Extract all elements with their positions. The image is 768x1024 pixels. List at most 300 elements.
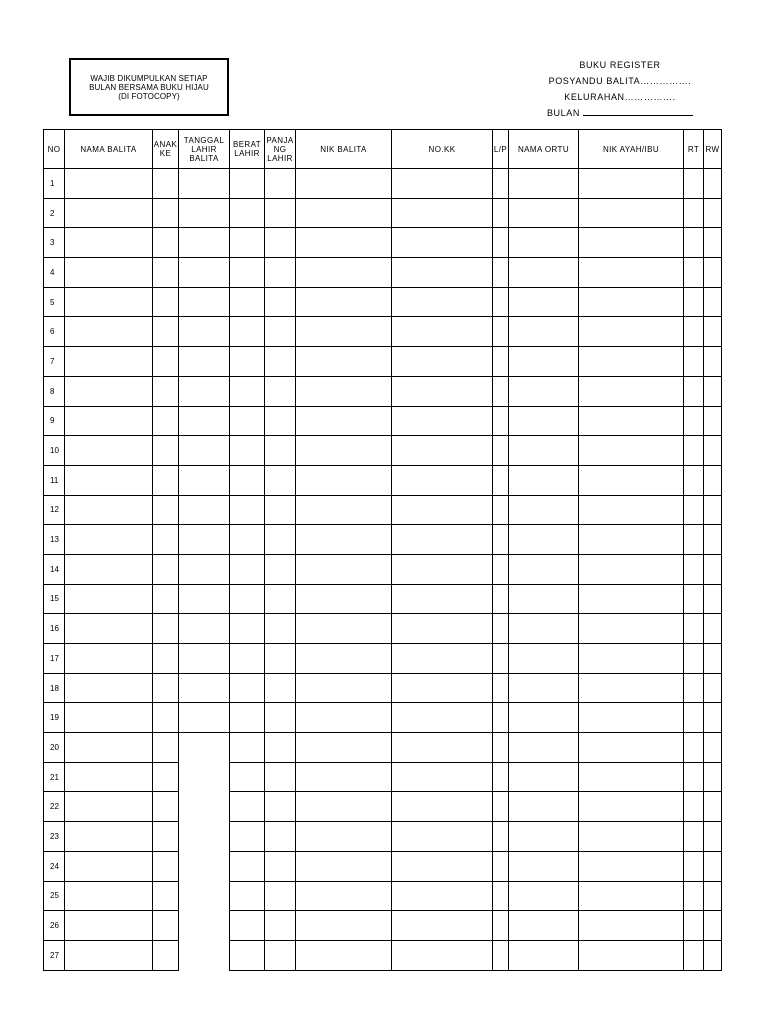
col-lp-cell[interactable] (493, 792, 509, 822)
col-rw-cell[interactable] (704, 495, 722, 525)
col-lp-cell[interactable] (493, 228, 509, 258)
col-anak-ke-cell[interactable] (153, 911, 179, 941)
col-rw-cell[interactable] (704, 644, 722, 674)
col-rt-cell[interactable] (684, 644, 704, 674)
col-nama-balita-cell[interactable] (65, 822, 153, 852)
col-nama-balita-cell[interactable] (65, 673, 153, 703)
col-anak-ke-cell[interactable] (153, 644, 179, 674)
col-no-kk-cell[interactable] (392, 376, 493, 406)
col-nama-ortu-cell[interactable] (509, 762, 579, 792)
col-panjang-lahir-cell[interactable] (265, 317, 296, 347)
col-nama-ortu-cell[interactable] (509, 940, 579, 970)
col-berat-lahir-cell[interactable] (230, 317, 265, 347)
col-nama-ortu-cell[interactable] (509, 584, 579, 614)
col-no-kk-cell[interactable] (392, 911, 493, 941)
col-nama-ortu-cell[interactable] (509, 317, 579, 347)
col-lp-cell[interactable] (493, 258, 509, 288)
col-nama-ortu-cell[interactable] (509, 198, 579, 228)
col-berat-lahir-cell[interactable] (230, 258, 265, 288)
col-no-kk-cell[interactable] (392, 406, 493, 436)
col-berat-lahir-cell[interactable] (230, 644, 265, 674)
col-rw-cell[interactable] (704, 614, 722, 644)
col-lp-cell[interactable] (493, 465, 509, 495)
col-nik-balita-cell[interactable] (296, 376, 392, 406)
col-tanggal-lahir-cell[interactable] (179, 584, 230, 614)
col-nik-balita-cell[interactable] (296, 495, 392, 525)
col-nik-balita-cell[interactable] (296, 792, 392, 822)
col-lp-cell[interactable] (493, 584, 509, 614)
col-berat-lahir-cell[interactable] (230, 673, 265, 703)
col-lp-cell[interactable] (493, 851, 509, 881)
col-rw-cell[interactable] (704, 317, 722, 347)
col-no-kk-cell[interactable] (392, 317, 493, 347)
col-berat-lahir-cell[interactable] (230, 703, 265, 733)
col-lp-cell[interactable] (493, 673, 509, 703)
col-nik-ayah-ibu-cell[interactable] (579, 881, 684, 911)
col-nik-balita-cell[interactable] (296, 584, 392, 614)
col-nik-ayah-ibu-cell[interactable] (579, 822, 684, 852)
col-rw-cell[interactable] (704, 851, 722, 881)
col-no-kk-cell[interactable] (392, 792, 493, 822)
col-anak-ke-cell[interactable] (153, 465, 179, 495)
col-rt-cell[interactable] (684, 881, 704, 911)
col-rt-cell[interactable] (684, 525, 704, 555)
col-rw-cell[interactable] (704, 703, 722, 733)
col-anak-ke-cell[interactable] (153, 881, 179, 911)
col-rt-cell[interactable] (684, 436, 704, 466)
col-rw-cell[interactable] (704, 881, 722, 911)
col-nik-balita-cell[interactable] (296, 347, 392, 377)
col-lp-cell[interactable] (493, 406, 509, 436)
col-nik-ayah-ibu-cell[interactable] (579, 406, 684, 436)
col-rt-cell[interactable] (684, 940, 704, 970)
col-berat-lahir-cell[interactable] (230, 614, 265, 644)
col-rw-cell[interactable] (704, 940, 722, 970)
col-lp-cell[interactable] (493, 644, 509, 674)
col-nama-ortu-cell[interactable] (509, 851, 579, 881)
col-tanggal-lahir-cell[interactable] (179, 644, 230, 674)
col-rw-cell[interactable] (704, 465, 722, 495)
col-nama-ortu-cell[interactable] (509, 525, 579, 555)
col-anak-ke-cell[interactable] (153, 703, 179, 733)
col-nik-ayah-ibu-cell[interactable] (579, 347, 684, 377)
col-nik-balita-cell[interactable] (296, 436, 392, 466)
col-rt-cell[interactable] (684, 347, 704, 377)
col-tanggal-lahir-cell[interactable] (179, 703, 230, 733)
col-nama-balita-cell[interactable] (65, 614, 153, 644)
col-nik-ayah-ibu-cell[interactable] (579, 495, 684, 525)
col-lp-cell[interactable] (493, 287, 509, 317)
col-nik-balita-cell[interactable] (296, 465, 392, 495)
col-berat-lahir-cell[interactable] (230, 940, 265, 970)
col-anak-ke-cell[interactable] (153, 495, 179, 525)
col-lp-cell[interactable] (493, 525, 509, 555)
col-nama-balita-cell[interactable] (65, 525, 153, 555)
col-nik-balita-cell[interactable] (296, 614, 392, 644)
col-panjang-lahir-cell[interactable] (265, 673, 296, 703)
col-tanggal-lahir-cell[interactable] (179, 198, 230, 228)
col-lp-cell[interactable] (493, 495, 509, 525)
col-panjang-lahir-cell[interactable] (265, 406, 296, 436)
col-nama-ortu-cell[interactable] (509, 911, 579, 941)
col-tanggal-lahir-cell[interactable] (179, 554, 230, 584)
col-berat-lahir-cell[interactable] (230, 733, 265, 763)
col-lp-cell[interactable] (493, 614, 509, 644)
col-lp-cell[interactable] (493, 762, 509, 792)
col-nama-balita-cell[interactable] (65, 881, 153, 911)
col-nama-balita-cell[interactable] (65, 198, 153, 228)
col-nama-balita-cell[interactable] (65, 762, 153, 792)
col-nama-balita-cell[interactable] (65, 911, 153, 941)
col-nik-balita-cell[interactable] (296, 762, 392, 792)
col-rt-cell[interactable] (684, 495, 704, 525)
col-panjang-lahir-cell[interactable] (265, 733, 296, 763)
col-nama-balita-cell[interactable] (65, 169, 153, 199)
col-nama-balita-cell[interactable] (65, 940, 153, 970)
col-rw-cell[interactable] (704, 525, 722, 555)
col-no-kk-cell[interactable] (392, 881, 493, 911)
col-nik-balita-cell[interactable] (296, 406, 392, 436)
col-panjang-lahir-cell[interactable] (265, 584, 296, 614)
col-rw-cell[interactable] (704, 376, 722, 406)
col-panjang-lahir-cell[interactable] (265, 436, 296, 466)
col-tanggal-lahir-cell[interactable] (179, 614, 230, 644)
col-no-kk-cell[interactable] (392, 198, 493, 228)
col-nik-ayah-ibu-cell[interactable] (579, 673, 684, 703)
col-no-kk-cell[interactable] (392, 733, 493, 763)
col-rt-cell[interactable] (684, 822, 704, 852)
col-berat-lahir-cell[interactable] (230, 851, 265, 881)
col-lp-cell[interactable] (493, 822, 509, 852)
col-nama-ortu-cell[interactable] (509, 881, 579, 911)
col-nama-ortu-cell[interactable] (509, 644, 579, 674)
col-rt-cell[interactable] (684, 703, 704, 733)
col-panjang-lahir-cell[interactable] (265, 911, 296, 941)
col-nik-ayah-ibu-cell[interactable] (579, 644, 684, 674)
col-nama-ortu-cell[interactable] (509, 495, 579, 525)
col-nama-balita-cell[interactable] (65, 347, 153, 377)
col-berat-lahir-cell[interactable] (230, 792, 265, 822)
col-nama-balita-cell[interactable] (65, 644, 153, 674)
col-nik-balita-cell[interactable] (296, 733, 392, 763)
col-nik-ayah-ibu-cell[interactable] (579, 317, 684, 347)
col-rw-cell[interactable] (704, 673, 722, 703)
col-anak-ke-cell[interactable] (153, 525, 179, 555)
col-no-kk-cell[interactable] (392, 465, 493, 495)
col-nik-balita-cell[interactable] (296, 198, 392, 228)
col-no-kk-cell[interactable] (392, 287, 493, 317)
col-nik-balita-cell[interactable] (296, 258, 392, 288)
col-nama-ortu-cell[interactable] (509, 287, 579, 317)
col-tanggal-lahir-cell[interactable] (179, 228, 230, 258)
col-nik-balita-cell[interactable] (296, 525, 392, 555)
col-panjang-lahir-cell[interactable] (265, 465, 296, 495)
col-nik-ayah-ibu-cell[interactable] (579, 940, 684, 970)
col-berat-lahir-cell[interactable] (230, 525, 265, 555)
col-berat-lahir-cell[interactable] (230, 762, 265, 792)
col-no-kk-cell[interactable] (392, 703, 493, 733)
col-nama-ortu-cell[interactable] (509, 436, 579, 466)
col-rt-cell[interactable] (684, 198, 704, 228)
col-no-kk-cell[interactable] (392, 495, 493, 525)
col-lp-cell[interactable] (493, 940, 509, 970)
col-berat-lahir-cell[interactable] (230, 911, 265, 941)
col-rt-cell[interactable] (684, 228, 704, 258)
col-nama-balita-cell[interactable] (65, 406, 153, 436)
col-anak-ke-cell[interactable] (153, 584, 179, 614)
col-panjang-lahir-cell[interactable] (265, 525, 296, 555)
col-panjang-lahir-cell[interactable] (265, 287, 296, 317)
col-nik-ayah-ibu-cell[interactable] (579, 287, 684, 317)
col-rw-cell[interactable] (704, 762, 722, 792)
col-nama-balita-cell[interactable] (65, 465, 153, 495)
col-rt-cell[interactable] (684, 673, 704, 703)
col-nama-balita-cell[interactable] (65, 228, 153, 258)
col-nama-ortu-cell[interactable] (509, 673, 579, 703)
col-rt-cell[interactable] (684, 911, 704, 941)
col-nik-ayah-ibu-cell[interactable] (579, 465, 684, 495)
col-nik-balita-cell[interactable] (296, 317, 392, 347)
col-tanggal-lahir-cell[interactable] (179, 673, 230, 703)
col-berat-lahir-cell[interactable] (230, 169, 265, 199)
col-rt-cell[interactable] (684, 614, 704, 644)
col-panjang-lahir-cell[interactable] (265, 644, 296, 674)
col-rt-cell[interactable] (684, 287, 704, 317)
col-tanggal-lahir-cell[interactable] (179, 258, 230, 288)
col-berat-lahir-cell[interactable] (230, 554, 265, 584)
col-lp-cell[interactable] (493, 554, 509, 584)
col-panjang-lahir-cell[interactable] (265, 792, 296, 822)
col-rw-cell[interactable] (704, 169, 722, 199)
col-lp-cell[interactable] (493, 317, 509, 347)
col-panjang-lahir-cell[interactable] (265, 169, 296, 199)
col-rw-cell[interactable] (704, 436, 722, 466)
col-tanggal-lahir-cell[interactable] (179, 169, 230, 199)
col-lp-cell[interactable] (493, 911, 509, 941)
col-nik-balita-cell[interactable] (296, 673, 392, 703)
col-panjang-lahir-cell[interactable] (265, 198, 296, 228)
col-berat-lahir-cell[interactable] (230, 287, 265, 317)
col-nik-ayah-ibu-cell[interactable] (579, 258, 684, 288)
col-nama-ortu-cell[interactable] (509, 733, 579, 763)
col-nama-ortu-cell[interactable] (509, 376, 579, 406)
col-panjang-lahir-cell[interactable] (265, 495, 296, 525)
col-panjang-lahir-cell[interactable] (265, 228, 296, 258)
col-berat-lahir-cell[interactable] (230, 347, 265, 377)
col-rt-cell[interactable] (684, 584, 704, 614)
col-nik-balita-cell[interactable] (296, 644, 392, 674)
col-nik-balita-cell[interactable] (296, 703, 392, 733)
col-nik-ayah-ibu-cell[interactable] (579, 792, 684, 822)
col-tanggal-lahir-cell[interactable] (179, 287, 230, 317)
col-anak-ke-cell[interactable] (153, 228, 179, 258)
col-no-kk-cell[interactable] (392, 673, 493, 703)
col-panjang-lahir-cell[interactable] (265, 347, 296, 377)
col-lp-cell[interactable] (493, 436, 509, 466)
col-rw-cell[interactable] (704, 347, 722, 377)
col-rt-cell[interactable] (684, 258, 704, 288)
col-nik-ayah-ibu-cell[interactable] (579, 733, 684, 763)
col-tanggal-lahir-cell[interactable] (179, 436, 230, 466)
col-nik-ayah-ibu-cell[interactable] (579, 376, 684, 406)
col-panjang-lahir-cell[interactable] (265, 940, 296, 970)
col-nama-balita-cell[interactable] (65, 851, 153, 881)
col-nama-balita-cell[interactable] (65, 287, 153, 317)
col-nik-ayah-ibu-cell[interactable] (579, 703, 684, 733)
col-anak-ke-cell[interactable] (153, 822, 179, 852)
col-berat-lahir-cell[interactable] (230, 584, 265, 614)
col-rw-cell[interactable] (704, 198, 722, 228)
col-tanggal-lahir-cell[interactable] (179, 525, 230, 555)
col-lp-cell[interactable] (493, 703, 509, 733)
col-no-kk-cell[interactable] (392, 258, 493, 288)
col-no-kk-cell[interactable] (392, 644, 493, 674)
col-rw-cell[interactable] (704, 406, 722, 436)
col-nama-balita-cell[interactable] (65, 554, 153, 584)
col-anak-ke-cell[interactable] (153, 198, 179, 228)
col-no-kk-cell[interactable] (392, 940, 493, 970)
col-nik-ayah-ibu-cell[interactable] (579, 525, 684, 555)
col-berat-lahir-cell[interactable] (230, 436, 265, 466)
col-anak-ke-cell[interactable] (153, 317, 179, 347)
col-rw-cell[interactable] (704, 792, 722, 822)
col-nik-ayah-ibu-cell[interactable] (579, 436, 684, 466)
col-nama-ortu-cell[interactable] (509, 792, 579, 822)
col-nik-ayah-ibu-cell[interactable] (579, 554, 684, 584)
col-no-kk-cell[interactable] (392, 169, 493, 199)
col-nik-ayah-ibu-cell[interactable] (579, 762, 684, 792)
col-tanggal-lahir-cell[interactable] (179, 406, 230, 436)
col-berat-lahir-cell[interactable] (230, 881, 265, 911)
col-anak-ke-cell[interactable] (153, 169, 179, 199)
col-panjang-lahir-cell[interactable] (265, 851, 296, 881)
col-nama-balita-cell[interactable] (65, 733, 153, 763)
col-no-kk-cell[interactable] (392, 436, 493, 466)
col-rt-cell[interactable] (684, 317, 704, 347)
col-anak-ke-cell[interactable] (153, 940, 179, 970)
col-rw-cell[interactable] (704, 287, 722, 317)
col-nik-ayah-ibu-cell[interactable] (579, 614, 684, 644)
col-rt-cell[interactable] (684, 376, 704, 406)
col-berat-lahir-cell[interactable] (230, 465, 265, 495)
col-berat-lahir-cell[interactable] (230, 406, 265, 436)
col-nama-balita-cell[interactable] (65, 792, 153, 822)
col-nama-balita-cell[interactable] (65, 258, 153, 288)
col-panjang-lahir-cell[interactable] (265, 554, 296, 584)
col-anak-ke-cell[interactable] (153, 258, 179, 288)
col-rt-cell[interactable] (684, 554, 704, 584)
col-nik-balita-cell[interactable] (296, 940, 392, 970)
col-nama-balita-cell[interactable] (65, 703, 153, 733)
col-no-kk-cell[interactable] (392, 347, 493, 377)
col-berat-lahir-cell[interactable] (230, 228, 265, 258)
col-anak-ke-cell[interactable] (153, 792, 179, 822)
col-nik-ayah-ibu-cell[interactable] (579, 228, 684, 258)
col-lp-cell[interactable] (493, 881, 509, 911)
col-rw-cell[interactable] (704, 822, 722, 852)
col-rt-cell[interactable] (684, 851, 704, 881)
col-nama-ortu-cell[interactable] (509, 465, 579, 495)
col-nama-ortu-cell[interactable] (509, 347, 579, 377)
col-no-kk-cell[interactable] (392, 584, 493, 614)
col-no-kk-cell[interactable] (392, 822, 493, 852)
col-anak-ke-cell[interactable] (153, 733, 179, 763)
col-no-kk-cell[interactable] (392, 762, 493, 792)
col-anak-ke-cell[interactable] (153, 376, 179, 406)
col-rt-cell[interactable] (684, 762, 704, 792)
col-nik-balita-cell[interactable] (296, 822, 392, 852)
col-nama-ortu-cell[interactable] (509, 228, 579, 258)
col-no-kk-cell[interactable] (392, 525, 493, 555)
col-nik-ayah-ibu-cell[interactable] (579, 198, 684, 228)
col-anak-ke-cell[interactable] (153, 614, 179, 644)
col-nik-ayah-ibu-cell[interactable] (579, 851, 684, 881)
col-panjang-lahir-cell[interactable] (265, 614, 296, 644)
col-nama-ortu-cell[interactable] (509, 406, 579, 436)
col-berat-lahir-cell[interactable] (230, 376, 265, 406)
col-nama-balita-cell[interactable] (65, 495, 153, 525)
col-anak-ke-cell[interactable] (153, 406, 179, 436)
col-no-kk-cell[interactable] (392, 851, 493, 881)
col-lp-cell[interactable] (493, 733, 509, 763)
col-rw-cell[interactable] (704, 554, 722, 584)
col-no-kk-cell[interactable] (392, 554, 493, 584)
col-rt-cell[interactable] (684, 465, 704, 495)
col-anak-ke-cell[interactable] (153, 554, 179, 584)
col-rw-cell[interactable] (704, 584, 722, 614)
col-nama-balita-cell[interactable] (65, 376, 153, 406)
col-rw-cell[interactable] (704, 911, 722, 941)
col-nik-ayah-ibu-cell[interactable] (579, 584, 684, 614)
col-nik-balita-cell[interactable] (296, 851, 392, 881)
col-nama-ortu-cell[interactable] (509, 258, 579, 288)
col-tanggal-lahir-cell[interactable] (179, 376, 230, 406)
col-panjang-lahir-cell[interactable] (265, 762, 296, 792)
col-berat-lahir-cell[interactable] (230, 822, 265, 852)
col-nama-ortu-cell[interactable] (509, 822, 579, 852)
col-nik-balita-cell[interactable] (296, 169, 392, 199)
col-nik-balita-cell[interactable] (296, 554, 392, 584)
col-berat-lahir-cell[interactable] (230, 495, 265, 525)
col-rt-cell[interactable] (684, 406, 704, 436)
col-tanggal-lahir-cell[interactable] (179, 317, 230, 347)
col-rt-cell[interactable] (684, 792, 704, 822)
col-nama-ortu-cell[interactable] (509, 169, 579, 199)
col-panjang-lahir-cell[interactable] (265, 703, 296, 733)
col-nama-balita-cell[interactable] (65, 584, 153, 614)
col-lp-cell[interactable] (493, 376, 509, 406)
col-rw-cell[interactable] (704, 228, 722, 258)
col-anak-ke-cell[interactable] (153, 762, 179, 792)
col-nik-balita-cell[interactable] (296, 881, 392, 911)
col-rt-cell[interactable] (684, 169, 704, 199)
col-nama-ortu-cell[interactable] (509, 554, 579, 584)
col-nik-balita-cell[interactable] (296, 911, 392, 941)
col-nik-balita-cell[interactable] (296, 228, 392, 258)
col-rt-cell[interactable] (684, 733, 704, 763)
col-nama-balita-cell[interactable] (65, 317, 153, 347)
col-nama-balita-cell[interactable] (65, 436, 153, 466)
col-anak-ke-cell[interactable] (153, 287, 179, 317)
col-panjang-lahir-cell[interactable] (265, 258, 296, 288)
col-nik-ayah-ibu-cell[interactable] (579, 169, 684, 199)
col-anak-ke-cell[interactable] (153, 851, 179, 881)
col-panjang-lahir-cell[interactable] (265, 376, 296, 406)
col-anak-ke-cell[interactable] (153, 347, 179, 377)
col-tanggal-lahir-cell[interactable] (179, 465, 230, 495)
col-tanggal-lahir-cell[interactable] (179, 495, 230, 525)
col-anak-ke-cell[interactable] (153, 673, 179, 703)
